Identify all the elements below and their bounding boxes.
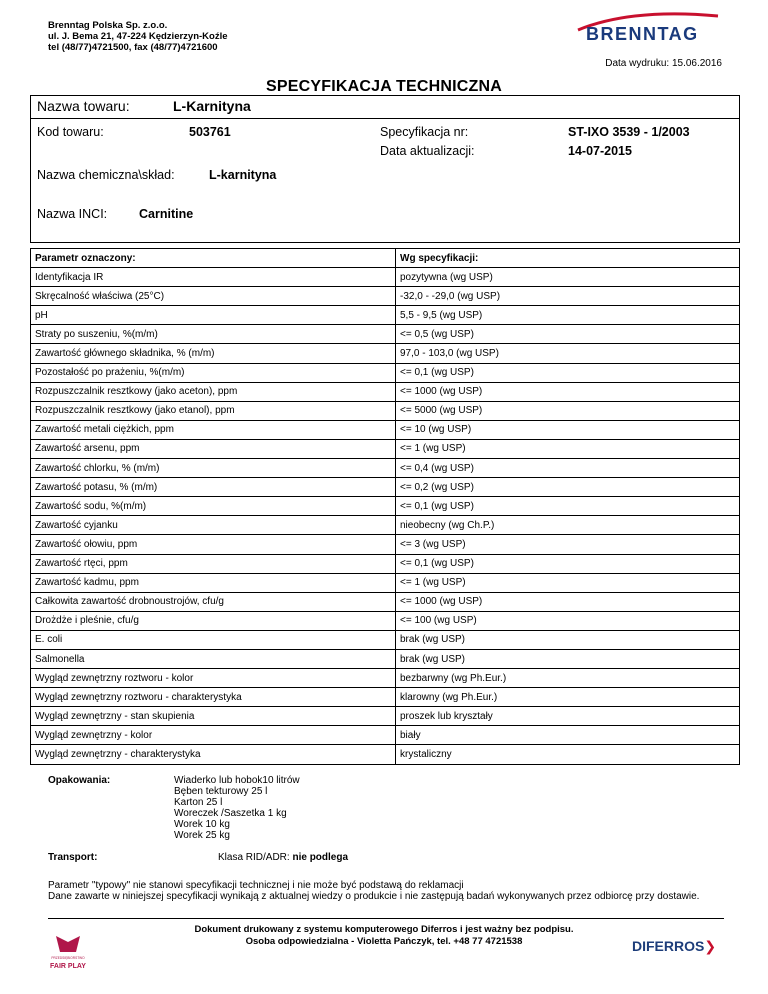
spec-value-cell: <= 0,1 (wg USP): [396, 497, 740, 516]
spec-value-cell: klarowny (wg Ph.Eur.): [396, 688, 740, 707]
product-header-box: [30, 95, 740, 243]
footer-line-2: Osoba odpowiedzialna - Violetta Pańczyk, tel. +48 77 4721538: [245, 936, 523, 947]
parameter-cell: Straty po suszeniu, %(m/m): [31, 325, 396, 344]
spec-value-cell: krystaliczny: [396, 745, 740, 764]
transport-class-value: nie podlega: [292, 852, 349, 863]
parameter-cell: Pozostałość po prażeniu, %(m/m): [31, 363, 396, 382]
parameter-cell: Skręcalność właściwa (25°C): [31, 287, 396, 306]
parameter-cell: Wygląd zewnętrzny - charakterystyka: [31, 745, 396, 764]
table-row: [31, 344, 740, 363]
company-contact: tel (48/77)4721500, fax (48/77)4721600: [48, 42, 218, 53]
table-row: [31, 439, 740, 458]
brenntag-logo: [572, 10, 722, 50]
chevron-right-icon: ❯: [704, 938, 717, 954]
table-row: [31, 707, 740, 726]
table-row: [31, 363, 740, 382]
spec-no: ST-IXO 3539 - 1/2003: [568, 125, 690, 139]
table-row: [31, 554, 740, 573]
parameter-cell: E. coli: [31, 630, 396, 649]
diferros-logo: [632, 938, 716, 955]
spec-value-cell: <= 1000 (wg USP): [396, 382, 740, 401]
disclaimer-notes: [48, 880, 728, 902]
parameter-cell: Zawartość ołowiu, ppm: [31, 535, 396, 554]
table-row: [31, 630, 740, 649]
spec-value-cell: <= 5000 (wg USP): [396, 401, 740, 420]
column-header-spec: Wg specyfikacji:: [396, 249, 740, 268]
update-date-label: Data aktualizacji:: [380, 144, 475, 158]
parameter-cell: Zawartość metali ciężkich, ppm: [31, 420, 396, 439]
page-title: SPECYFIKACJA TECHNICZNA: [265, 78, 503, 95]
table-row: [31, 459, 740, 478]
packaging-item: Woreczek /Saszetka 1 kg: [174, 808, 287, 819]
disclaimer-line-1: Parametr "typowy" nie stanowi specyfikacji technicznej i nie może być podstawą do reklamacji: [48, 880, 464, 891]
packaging-item: Bęben tekturowy 25 l: [174, 786, 268, 797]
parameter-cell: Salmonella: [31, 649, 396, 668]
table-header-row: [31, 249, 740, 268]
product-code: 503761: [189, 125, 231, 139]
parameter-cell: Identyfikacja IR: [31, 268, 396, 287]
packaging-item: Worek 10 kg: [174, 819, 230, 830]
fair-play-logo: [48, 932, 88, 972]
parameter-cell: Rozpuszczalnik resztkowy (jako aceton), ppm: [31, 382, 396, 401]
footer-line-1: Dokument drukowany z systemu komputerowego Diferros i jest ważny bez podpisu.: [194, 924, 574, 935]
parameter-cell: Zawartość cyjanku: [31, 516, 396, 535]
svg-text:FAIR PLAY: FAIR PLAY: [50, 963, 86, 970]
footer-divider: [48, 918, 724, 919]
parameter-cell: Wygląd zewnętrzny roztworu - charakterystyka: [31, 688, 396, 707]
disclaimer-line-2: Dane zawarte w niniejszej specyfikacji wynikają z aktualnej wiedzy o produkcie i nie zastępują badań wykonywanych przez odbiorcę przy dostawie.: [48, 891, 700, 902]
table-row: [31, 382, 740, 401]
spec-value-cell: <= 1000 (wg USP): [396, 592, 740, 611]
table-row: [31, 478, 740, 497]
spec-value-cell: <= 1 (wg USP): [396, 573, 740, 592]
table-row: [31, 401, 740, 420]
spec-value-cell: <= 10 (wg USP): [396, 420, 740, 439]
transport-class: [218, 852, 348, 863]
parameter-cell: Zawartość arsenu, ppm: [31, 439, 396, 458]
packaging-list: [174, 775, 300, 841]
table-row: [31, 497, 740, 516]
spec-value-cell: proszek lub kryształy: [396, 707, 740, 726]
brenntag-logo-mark: [572, 10, 722, 50]
spec-value-cell: <= 100 (wg USP): [396, 611, 740, 630]
packaging-item: Worek 25 kg: [174, 830, 230, 841]
table-row: [31, 287, 740, 306]
chemical-name: L-karnityna: [209, 168, 277, 182]
table-row: [31, 268, 740, 287]
parameter-cell: Wygląd zewnętrzny - kolor: [31, 726, 396, 745]
table-row: [31, 688, 740, 707]
packaging-item: Wiaderko lub hobok10 litrów: [174, 775, 300, 786]
table-row: [31, 592, 740, 611]
table-row: [31, 325, 740, 344]
update-date: 14-07-2015: [568, 144, 632, 158]
product-name-label: Nazwa towaru:: [37, 98, 130, 114]
parameter-cell: Całkowita zawartość drobnoustrojów, cfu/g: [31, 592, 396, 611]
print-date: Data wydruku: 15.06.2016: [605, 58, 722, 69]
spec-value-cell: pozytywna (wg USP): [396, 268, 740, 287]
spec-value-cell: -32,0 - -29,0 (wg USP): [396, 287, 740, 306]
specification-table: [30, 248, 740, 765]
spec-value-cell: biały: [396, 726, 740, 745]
code-label: Kod towaru:: [37, 125, 104, 139]
table-row: [31, 573, 740, 592]
table-row: [31, 726, 740, 745]
spec-value-cell: 97,0 - 103,0 (wg USP): [396, 344, 740, 363]
company-address: ul. J. Bema 21, 47-224 Kędzierzyn-Koźle: [48, 31, 228, 42]
column-header-parameter: Parametr oznaczony:: [31, 249, 396, 268]
company-info: [48, 20, 228, 53]
inci-label: Nazwa INCI:: [37, 207, 108, 221]
parameter-cell: Zawartość potasu, % (m/m): [31, 478, 396, 497]
diferros-logo-text: DIFERROS: [632, 938, 705, 954]
packaging-item: Karton 25 l: [174, 797, 223, 808]
parameter-cell: Zawartość chlorku, % (m/m): [31, 459, 396, 478]
spec-value-cell: <= 0,4 (wg USP): [396, 459, 740, 478]
parameter-cell: Zawartość głównego składnika, % (m/m): [31, 344, 396, 363]
fair-play-emblem-icon: [48, 932, 88, 972]
transport-label: Transport:: [48, 852, 98, 863]
parameter-cell: Wygląd zewnętrzny roztworu - kolor: [31, 669, 396, 688]
parameter-cell: Zawartość rtęci, ppm: [31, 554, 396, 573]
spec-value-cell: brak (wg USP): [396, 649, 740, 668]
parameter-cell: Zawartość kadmu, ppm: [31, 573, 396, 592]
svg-text:BRENNTAG: BRENNTAG: [586, 24, 699, 44]
header-divider: [31, 118, 739, 119]
parameter-cell: Zawartość sodu, %(m/m): [31, 497, 396, 516]
spec-value-cell: <= 1 (wg USP): [396, 439, 740, 458]
spec-value-cell: <= 0,1 (wg USP): [396, 554, 740, 573]
packaging-label: Opakowania:: [48, 775, 111, 786]
transport-class-label: Klasa RID/ADR:: [218, 852, 290, 863]
spec-value-cell: brak (wg USP): [396, 630, 740, 649]
parameter-cell: Drożdże i pleśnie, cfu/g: [31, 611, 396, 630]
spec-no-label: Specyfikacja nr:: [380, 125, 469, 139]
table-row: [31, 420, 740, 439]
table-row: [31, 516, 740, 535]
table-row: [31, 306, 740, 325]
spec-value-cell: nieobecny (wg Ch.P.): [396, 516, 740, 535]
table-row: [31, 649, 740, 668]
parameter-cell: Wygląd zewnętrzny - stan skupienia: [31, 707, 396, 726]
chemical-name-label: Nazwa chemiczna\skład:: [37, 168, 175, 182]
table-row: [31, 535, 740, 554]
parameter-cell: Rozpuszczalnik resztkowy (jako etanol), ppm: [31, 401, 396, 420]
inci-name: Carnitine: [139, 207, 194, 221]
parameter-cell: pH: [31, 306, 396, 325]
company-name: Brenntag Polska Sp. z.o.o.: [48, 20, 168, 31]
table-row: [31, 669, 740, 688]
table-row: [31, 745, 740, 764]
svg-text:PRZEDSIĘBIORSTWO: PRZEDSIĘBIORSTWO: [51, 956, 85, 960]
product-name: L-Karnityna: [173, 98, 251, 114]
spec-value-cell: <= 0,2 (wg USP): [396, 478, 740, 497]
spec-value-cell: <= 0,1 (wg USP): [396, 363, 740, 382]
spec-value-cell: 5,5 - 9,5 (wg USP): [396, 306, 740, 325]
spec-value-cell: <= 3 (wg USP): [396, 535, 740, 554]
spec-value-cell: <= 0,5 (wg USP): [396, 325, 740, 344]
spec-value-cell: bezbarwny (wg Ph.Eur.): [396, 669, 740, 688]
table-row: [31, 611, 740, 630]
